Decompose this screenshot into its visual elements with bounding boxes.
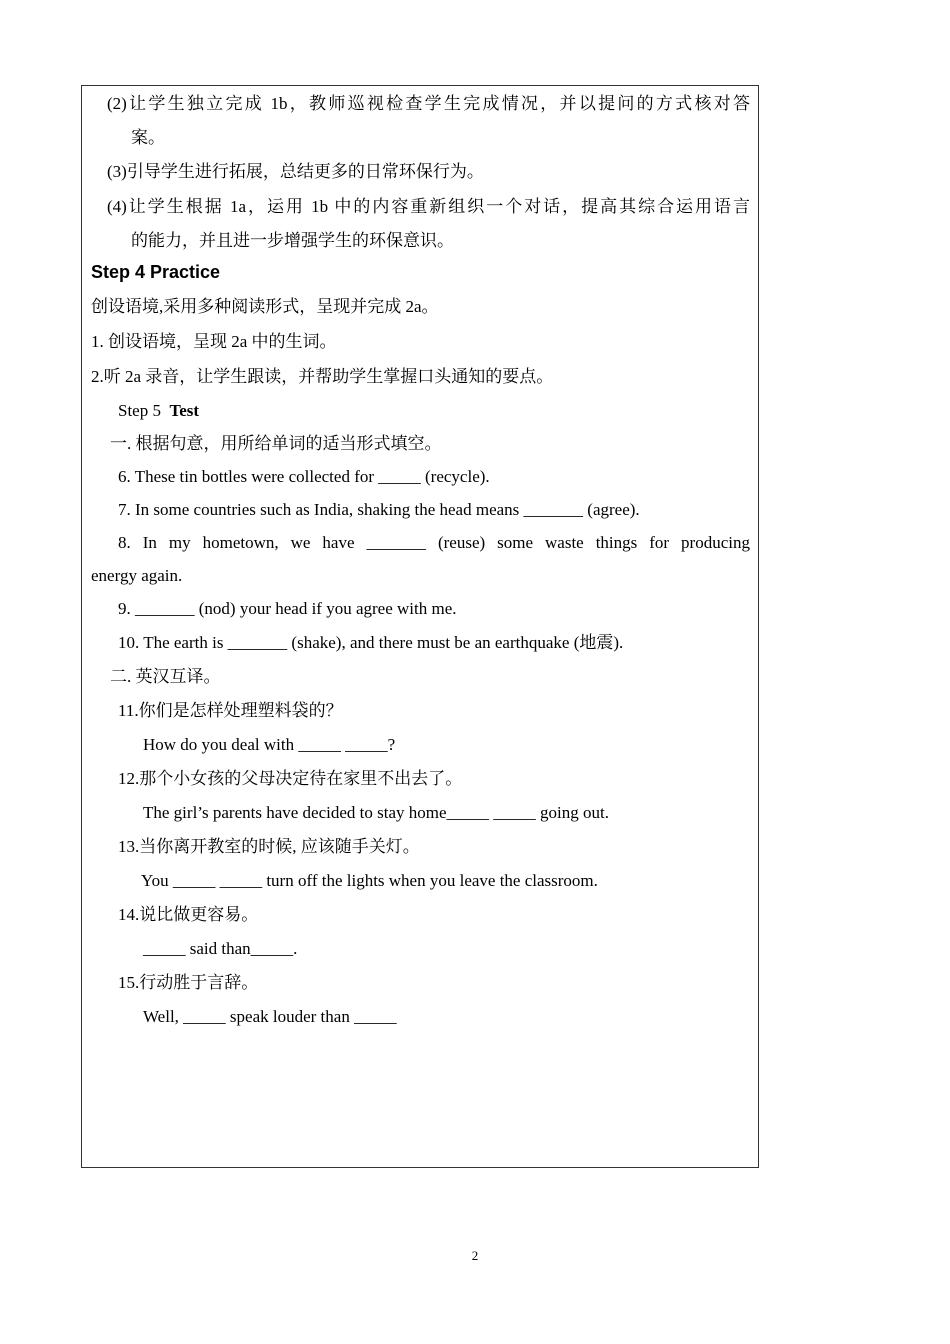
question-14-chinese: 14.说比做更容易。 [118,905,259,924]
question-14-english: _____ said than_____. [143,939,298,958]
item-3: (3)引导学生进行拓展，总结更多的日常环保行为。 [107,162,484,181]
part1-title: 一. 根据句意，用所给单词的适当形式填空。 [110,434,442,453]
page-number: 2 [471,1248,479,1263]
question-8-line-2: energy again. [91,566,183,585]
question-15-english: Well, _____ speak louder than _____ [143,1007,397,1026]
question-13-chinese: 13.当你离开教室的时候, 应该随手关灯。 [118,837,420,856]
question-15-chinese: 15.行动胜于言辞。 [118,973,259,992]
item-4-line-1: (4)让学生根据 1a，运用 1b 中的内容重新组织一个对话，提高其综合运用语言 [107,197,750,216]
question-11-chinese: 11.你们是怎样处理塑料袋的？ [118,701,343,720]
step5-title: Test [169,401,200,420]
question-12-chinese: 12.那个小女孩的父母决定待在家里不出去了。 [118,769,463,788]
question-12-english: The girl’s parents have decided to stay home_____ _____ going out. [143,803,609,822]
step5-heading [118,400,199,422]
question-7: 7. In some countries such as India, shaking the head means _______ (agree). [118,500,640,519]
part2-title: 二. 英汉互译。 [110,667,221,686]
step4-heading: Step 4 Practice [91,262,221,282]
step4-intro: 创设语境,采用多种阅读形式，呈现并完成 2a。 [91,297,439,316]
question-8-line-1: 8. In my hometown, we have _______ (reuse) some waste things for producing [118,533,750,552]
question-6: 6. These tin bottles were collected for _____ (recycle). [118,467,490,486]
item-4-line-2: 的能力，并且进一步增强学生的环保意识。 [131,231,454,250]
question-9: 9. _______ (nod) your head if you agree with me. [118,599,457,618]
item-2-line-1: (2)让学生独立完成 1b，教师巡视检查学生完成情况，并以提问的方式核对答 [107,94,750,113]
step4-point-2: 2.听 2a 录音，让学生跟读，并帮助学生掌握口头通知的要点。 [91,367,554,386]
item-2-line-2: 案。 [131,128,165,147]
question-13-english: You _____ _____ turn off the lights when you leave the classroom. [141,871,598,890]
step4-point-1: 1. 创设语境，呈现 2a 中的生词。 [91,332,337,351]
question-11-english: How do you deal with _____ _____? [143,735,396,754]
step5-label: Step 5 [118,401,161,420]
question-10: 10. The earth is _______ (shake), and there must be an earthquake (地震). [118,633,624,652]
